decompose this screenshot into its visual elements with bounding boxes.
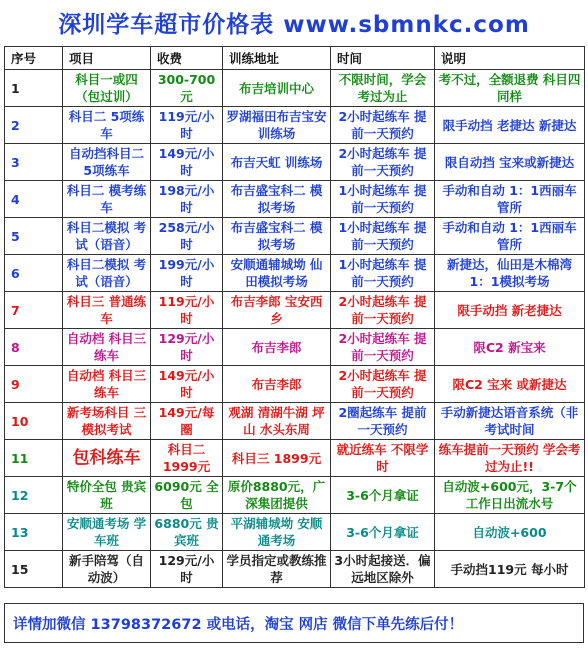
row-time: 2小时起练车 提前一天预约 <box>331 107 435 144</box>
row-item: 科目二模拟 考试（语音） <box>63 218 151 255</box>
row-time: 3-6个月拿证 <box>331 514 435 551</box>
row-fee: 149元/小时 <box>151 366 223 403</box>
row-note: 限自动挡 宝来或新捷达 <box>435 144 585 181</box>
row-fee: 300-700元 <box>151 70 223 107</box>
table-row <box>5 218 585 255</box>
row-note: 限C2 宝来 或新捷达 <box>435 366 585 403</box>
row-item: 科目二 5项练车 <box>63 107 151 144</box>
row-place: 布吉李郎 宝安西乡 <box>223 292 331 329</box>
row-no: 2 <box>5 107 63 144</box>
row-note: 限手动挡 新老捷达 <box>435 292 585 329</box>
row-time: 3-6个月拿证 <box>331 477 435 514</box>
row-time: 3小时起接送．偏远地区除外 <box>331 551 435 588</box>
price-table <box>4 46 585 588</box>
row-note: 限C2 新宝来 <box>435 329 585 366</box>
contact-footer: 详情加微信 13798372672 或电话，淘宝 网店 微信下单先练后付！ <box>4 603 584 643</box>
row-fee: 198元/小时 <box>151 181 223 218</box>
row-no: 15 <box>5 551 63 588</box>
header-no: 序号 <box>5 47 63 70</box>
row-fee: 149元/小时 <box>151 144 223 181</box>
row-no: 4 <box>5 181 63 218</box>
row-fee: 6880元 贵宾班 <box>151 514 223 551</box>
row-place: 布吉李郎 <box>223 329 331 366</box>
row-note: 手动新捷达语音系统（非考试时间 <box>435 403 585 440</box>
page-title: 深圳学车超市价格表 www.sbmnkc.com <box>58 11 530 38</box>
row-fee: 129元/小时 <box>151 329 223 366</box>
row-note: 新捷达，仙田是木棉湾1：1模拟考场 <box>435 255 585 292</box>
row-item: 安顺通考场 学车班 <box>63 514 151 551</box>
row-time: 2圈起练车 提前一天预约 <box>331 403 435 440</box>
row-place: 科目三 1899元 <box>223 440 331 477</box>
table-row <box>5 70 585 107</box>
table-row <box>5 292 585 329</box>
header-place: 训练地址 <box>223 47 331 70</box>
row-no: 6 <box>5 255 63 292</box>
table-row <box>5 181 585 218</box>
row-fee: 129元/小时 <box>151 551 223 588</box>
row-time: 1小时起练车 提前一天预约 <box>331 218 435 255</box>
row-place: 罗湖福田布吉宝安训练场 <box>223 107 331 144</box>
table-row <box>5 403 585 440</box>
table-row <box>5 477 585 514</box>
row-no: 11 <box>5 440 63 477</box>
row-fee: 科目二 1999元 <box>151 440 223 477</box>
row-item: 科目三 普通练车 <box>63 292 151 329</box>
header-time: 时间 <box>331 47 435 70</box>
row-place: 观湖 清湖牛湖 坪山 水头东周 <box>223 403 331 440</box>
table-row <box>5 329 585 366</box>
row-note: 自动波+600元，3-7个工作日出流水号 <box>435 477 585 514</box>
row-no: 7 <box>5 292 63 329</box>
table-row <box>5 440 585 477</box>
table-row <box>5 366 585 403</box>
row-place: 原价8880元，广深集团提供 <box>223 477 331 514</box>
row-no: 9 <box>5 366 63 403</box>
row-no: 3 <box>5 144 63 181</box>
row-fee: 199元/小时 <box>151 255 223 292</box>
row-item: 自动档 科目三练车 <box>63 329 151 366</box>
table-header-row <box>5 47 585 70</box>
row-fee: 6090元 全包 <box>151 477 223 514</box>
row-item: 自动挡科目二5项练车 <box>63 144 151 181</box>
row-note: 手动挡119元 每小时 <box>435 551 585 588</box>
row-fee: 149元/每圈 <box>151 403 223 440</box>
row-item: 科目一或四（包过训） <box>63 70 151 107</box>
header-item: 项目 <box>63 47 151 70</box>
row-time: 2小时起练车 提前一天预约 <box>331 292 435 329</box>
row-place: 布吉盛宝科二 模拟考场 <box>223 218 331 255</box>
row-place: 布吉培训中心 <box>223 70 331 107</box>
row-place: 布吉盛宝科二 模拟考场 <box>223 181 331 218</box>
row-no: 5 <box>5 218 63 255</box>
table-row <box>5 514 585 551</box>
row-time: 2小时起练车 提前一天预约 <box>331 144 435 181</box>
row-item: 特价全包 贵宾班 <box>63 477 151 514</box>
row-note: 限手动挡 老捷达 新捷达 <box>435 107 585 144</box>
row-time: 不限时间，学会考过为止 <box>331 70 435 107</box>
row-time: 1小时起练车 提前一天预约 <box>331 255 435 292</box>
row-item: 新考场科目 三模拟考试 <box>63 403 151 440</box>
row-item: 科目二模拟 考试（语音） <box>63 255 151 292</box>
row-no: 8 <box>5 329 63 366</box>
table-row <box>5 144 585 181</box>
row-item: 自动档 科目三练车 <box>63 366 151 403</box>
header-note: 说明 <box>435 47 585 70</box>
row-note: 考不过，全额退费 科目四同样 <box>435 70 585 107</box>
row-note: 自动波+600 <box>435 514 585 551</box>
row-no: 12 <box>5 477 63 514</box>
row-fee: 119元/小时 <box>151 107 223 144</box>
row-note: 手动和自动 1：1西丽车管所 <box>435 181 585 218</box>
row-fee: 119元/小时 <box>151 292 223 329</box>
row-time: 1小时起练车 提前一天预约 <box>331 181 435 218</box>
row-place: 平湖辅城坳 安顺通考场 <box>223 514 331 551</box>
row-no: 10 <box>5 403 63 440</box>
row-time: 就近练车 不限学时 <box>331 440 435 477</box>
row-place: 布吉天虹 训练场 <box>223 144 331 181</box>
row-note: 手动和自动 1：1西丽车管所 <box>435 218 585 255</box>
row-fee: 258元/小时 <box>151 218 223 255</box>
row-place: 布吉李郎 <box>223 366 331 403</box>
row-item: 科目二 模考练车 <box>63 181 151 218</box>
row-time: 2小时起练车 提前一天预约 <box>331 329 435 366</box>
row-no: 1 <box>5 70 63 107</box>
header-fee: 收费 <box>151 47 223 70</box>
row-place: 安顺通辅城坳 仙田模拟考场 <box>223 255 331 292</box>
row-item: 包科练车 <box>63 440 151 477</box>
row-no: 13 <box>5 514 63 551</box>
row-place: 学员指定或教练推荐 <box>223 551 331 588</box>
table-row <box>5 255 585 292</box>
table-row <box>5 551 585 588</box>
table-row <box>5 107 585 144</box>
row-note: 练车提前一天预约 学会考过为止!! <box>435 440 585 477</box>
row-item: 新手陪驾（自动波） <box>63 551 151 588</box>
row-time: 2小时起练车 提前一天预约 <box>331 366 435 403</box>
